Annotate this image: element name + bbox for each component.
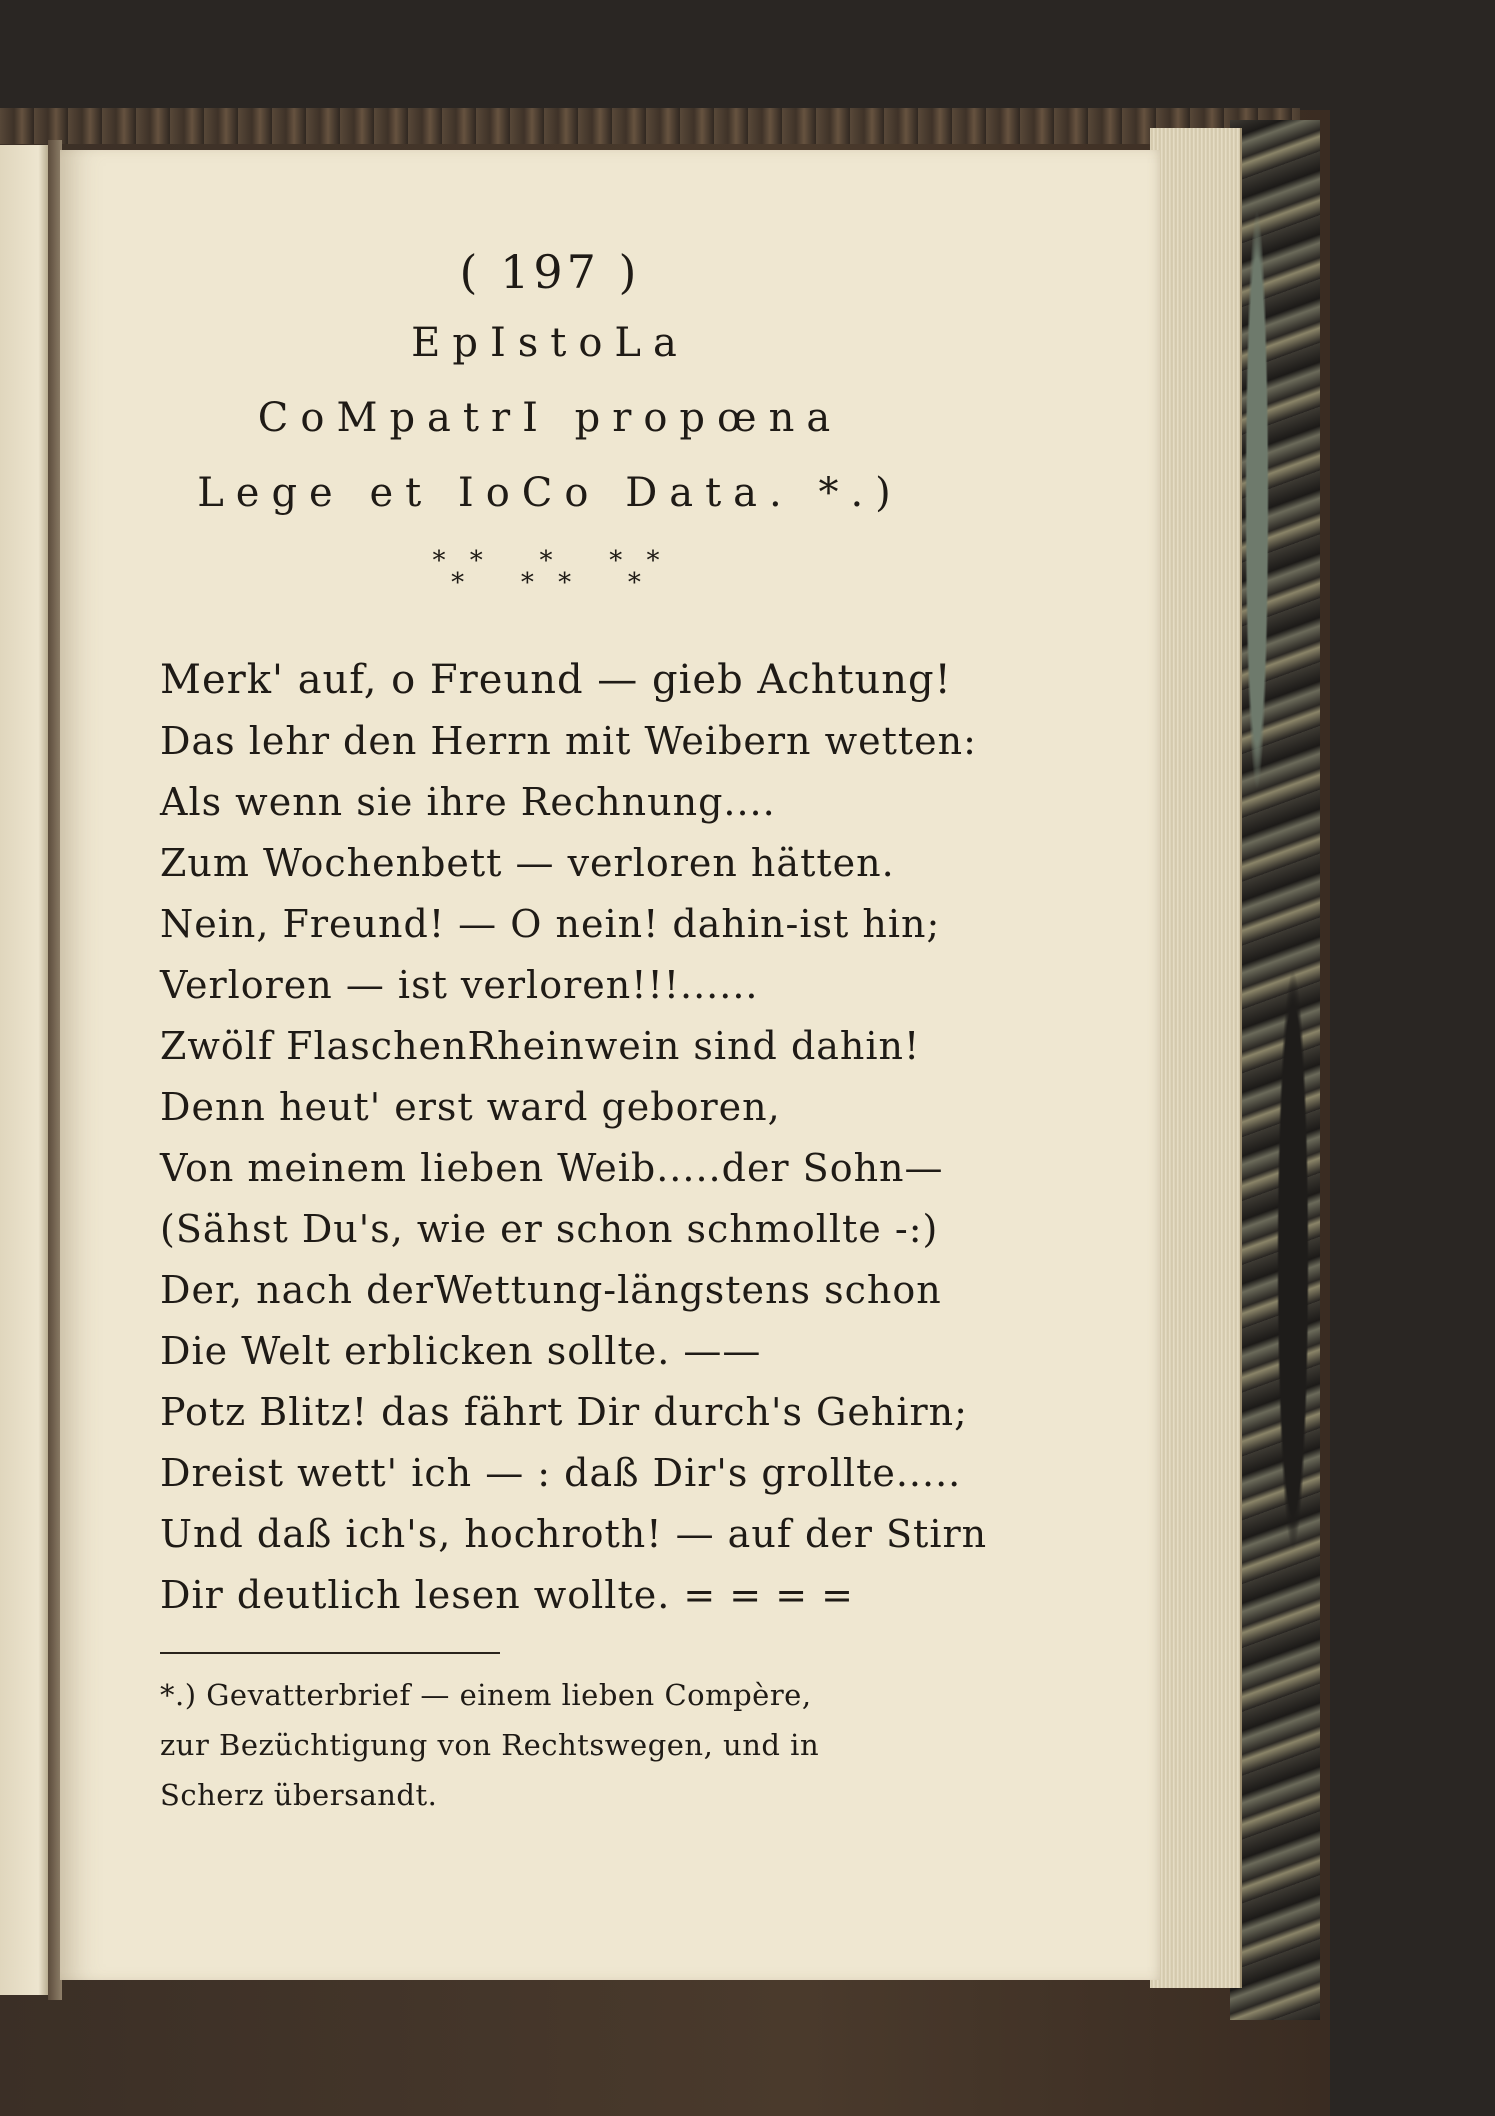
poem-body — [160, 650, 1060, 1626]
poem-line: Von meinem lieben Weib.....der Sohn— — [160, 1146, 944, 1190]
poem-line: Dir deutlich lesen wollte. = = = = — [160, 1573, 854, 1617]
poem-line: (Sähst Du's, wie er schon schmollte -:) — [160, 1207, 939, 1251]
poem-line: Die Welt erblicken sollte. —— — [160, 1329, 762, 1373]
footnote-divider — [160, 1652, 500, 1654]
page-edges — [1150, 128, 1242, 1988]
footnote-line: *.) Gevatterbrief — einem lieben Compère, — [160, 1678, 812, 1712]
book-spine-edge — [0, 108, 1300, 144]
poem-line: Das lehr den Herrn mit Weibern wetten: — [160, 719, 977, 763]
poem-line: Zwölf FlaschenRheinwein sind dahin! — [160, 1024, 921, 1068]
poem-line: Der, nach derWettung-längstens schon — [160, 1268, 942, 1312]
stars-row-1: * * * * * — [432, 546, 668, 576]
poem-line: Nein, Freund! — O nein! dahin-ist hin; — [160, 902, 941, 946]
marbled-cover-edge — [1230, 120, 1320, 2020]
poem-line: Merk' auf, o Freund — gieb Achtung! — [160, 657, 952, 703]
ornament-stars — [0, 546, 1100, 598]
poem-line: Als wenn sie ihre Rechnung.... — [160, 780, 776, 824]
title-line-2: CoMpatrI propœna — [257, 395, 843, 441]
page-number: ( 197 ) — [459, 245, 641, 299]
footnote-line: zur Bezüchtigung von Rechtswegen, und in — [160, 1728, 820, 1762]
poem-line: Potz Blitz! das fährt Dir durch's Gehirn; — [160, 1390, 968, 1434]
poem-line: Dreist wett' ich — : daß Dir's grollte..... — [160, 1451, 962, 1495]
poem-line: Verloren — ist verloren!!!...... — [160, 963, 759, 1007]
poem-line: Und daß ich's, hochroth! — auf der Stirn — [160, 1512, 988, 1556]
poem-line: Zum Wochenbett — verloren hätten. — [160, 841, 895, 885]
title-line-3: Lege et IoCo Data. *.) — [197, 470, 903, 516]
title-line-1: EpIstoLa — [411, 320, 689, 366]
footnote — [160, 1670, 1050, 1820]
footnote-line: Scherz übersandt. — [160, 1778, 438, 1812]
poem-line: Denn heut' erst ward geboren, — [160, 1085, 781, 1129]
stars-row-2: * * * * — [451, 568, 649, 598]
book-page — [60, 150, 1160, 1980]
